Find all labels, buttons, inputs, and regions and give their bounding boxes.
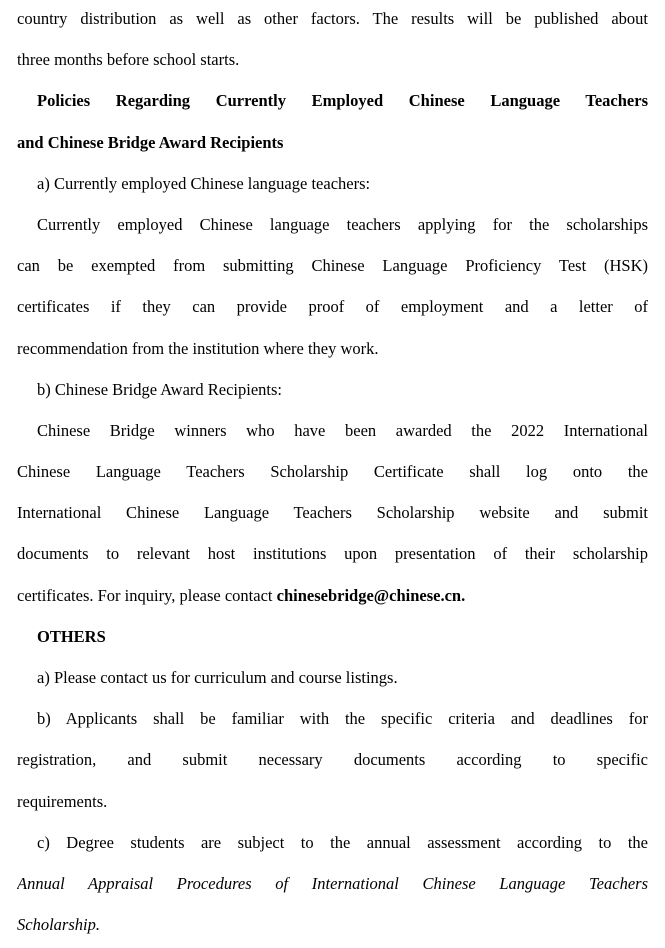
text-segment: three months before school starts. (17, 50, 240, 70)
text-line (17, 369, 648, 410)
italic-document-title (17, 863, 648, 904)
text-segment: certificates if they can provide proof of employment and a letter of (17, 297, 648, 317)
text-segment: recommendation from the institution where they work. (17, 338, 379, 358)
list-item-c-annual-assessment (17, 822, 648, 946)
text-line (17, 328, 648, 369)
heading-line (17, 80, 648, 121)
text-segment: Currently employed Chinese language teachers applying for the scholarships (37, 214, 648, 234)
text-segment: Chinese Bridge winners who have been awarded the 2022 International (37, 420, 648, 440)
section-heading-policies (17, 80, 648, 162)
text-line (17, 39, 648, 80)
list-item-b-registration (17, 698, 648, 822)
text-segment: country distribution as well as other factors. The results will be published about (17, 9, 648, 28)
text-segment: c) Degree students are subject to the annual assessment according to the (37, 832, 648, 852)
text-line (17, 533, 648, 574)
text-line (17, 410, 648, 451)
text-line (17, 575, 648, 616)
section-heading-others (17, 616, 648, 657)
list-item-a-employed-teachers (17, 163, 648, 204)
heading-line (17, 122, 648, 163)
italic-document-title (17, 904, 648, 945)
text-line (17, 492, 648, 533)
text-line (17, 286, 648, 327)
text-line (17, 781, 648, 822)
text-line (17, 698, 648, 739)
text-segment: a) Currently employed Chinese language teachers: (37, 173, 371, 193)
list-item-b-bridge-recipients (17, 369, 648, 410)
text-segment: certificates. For inquiry, please contact (17, 585, 277, 605)
list-item-a-curriculum (17, 657, 648, 698)
text-line (17, 657, 648, 698)
text-line (17, 245, 648, 286)
text-segment: International Chinese Language Teachers Scholarship website and submit (17, 503, 648, 523)
text-line (17, 204, 648, 245)
heading-line (17, 616, 648, 657)
text-segment: Policies Regarding Currently Employed Chinese Language Teachers (37, 91, 648, 111)
text-segment: Scholarship. (17, 915, 100, 935)
email-address: chinesebridge@chinese.cn. (276, 585, 466, 605)
text-line (17, 451, 648, 492)
text-segment: Annual Appraisal Procedures of International Chinese Language Teachers (17, 873, 648, 893)
paragraph-selection-results (17, 0, 648, 80)
text-line (17, 163, 648, 204)
text-segment: OTHERS (37, 626, 106, 646)
text-segment: a) Please contact us for curriculum and course listings. (37, 668, 398, 687)
text-line (17, 0, 648, 39)
text-line (17, 822, 648, 863)
text-segment: documents to relevant host institutions upon presentation of their scholarship (17, 544, 648, 564)
paragraph-bridge-winners (17, 410, 648, 616)
text-line (17, 739, 648, 780)
text-segment: can be exempted from submitting Chinese Language Proficiency Test (HSK) (17, 256, 648, 276)
text-segment: b) Applicants shall be familiar with the specific criteria and deadlines for (37, 709, 648, 729)
text-segment: Chinese Language Teachers Scholarship Certificate shall log onto the (17, 462, 648, 482)
text-segment: b) Chinese Bridge Award Recipients: (37, 379, 283, 399)
paragraph-hsk-exemption (17, 204, 648, 369)
text-segment: requirements. (17, 791, 108, 811)
text-segment: and Chinese Bridge Award Recipients (17, 132, 284, 152)
text-segment: registration, and submit necessary documents according to specific (17, 750, 648, 770)
